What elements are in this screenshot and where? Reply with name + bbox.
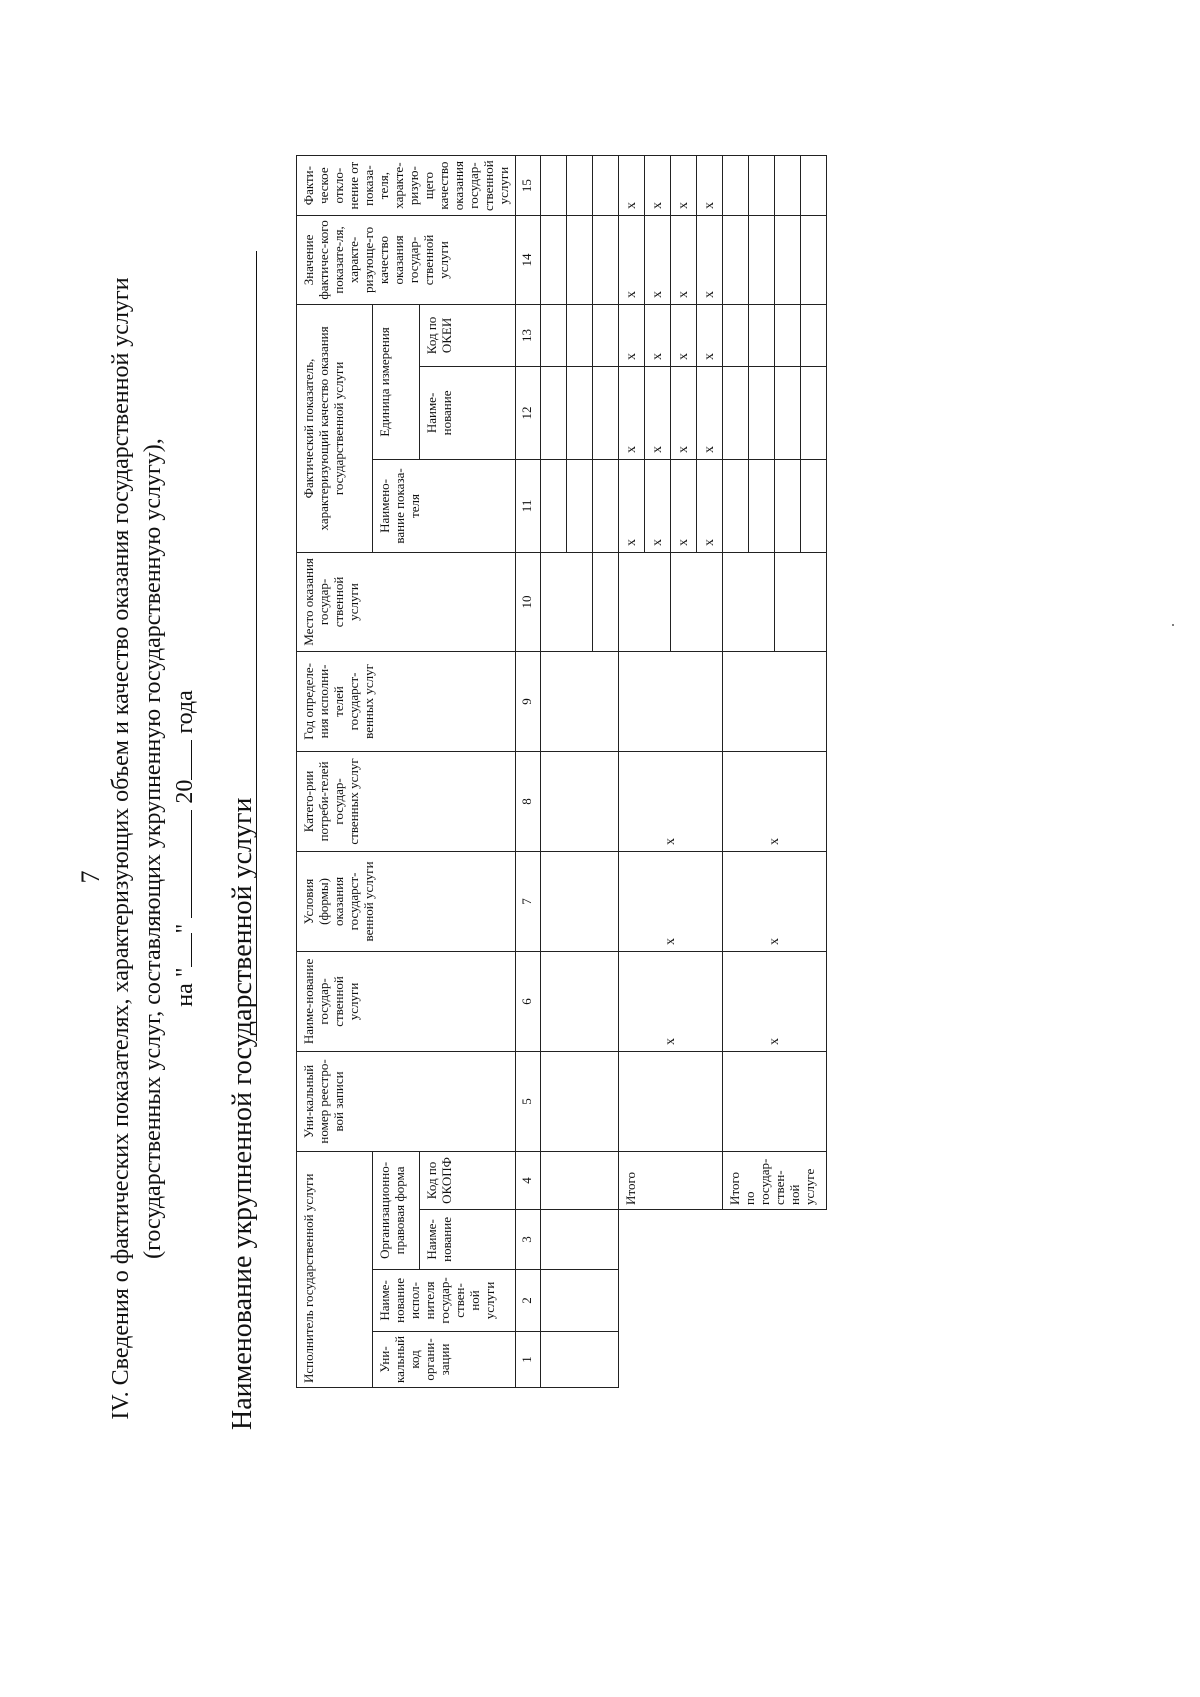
actual-deviation-cell [749, 156, 775, 216]
x-mark: x [671, 215, 697, 304]
column-number: 4 [516, 1151, 541, 1209]
unit-name-cell [723, 366, 749, 459]
year-cell [723, 651, 827, 751]
column-number: 15 [516, 156, 541, 216]
column-number-row [516, 156, 541, 1388]
x-mark: x [697, 304, 723, 366]
registry-number-cell [723, 1051, 827, 1151]
conditions-header: Условия (формы) оказания государст-венной услуги [297, 851, 516, 951]
x-mark: x [645, 156, 671, 216]
actual-indicator-header: Фактический показатель, характеризующий качество оказания государственной услуги [297, 304, 373, 552]
x-mark: x [671, 459, 697, 552]
column-number: 10 [516, 552, 541, 651]
column-number: 1 [516, 1331, 541, 1387]
x-mark: x [619, 215, 645, 304]
okei-code-cell [593, 304, 619, 366]
registry-number-header: Уни-кальный номер реестро-вой записи [297, 1051, 516, 1151]
indicator-name-cell [775, 459, 801, 552]
column-number: 9 [516, 651, 541, 751]
okei-code-header: Код по ОКЕИ [420, 304, 516, 366]
x-mark: x [697, 459, 723, 552]
column-number: 7 [516, 851, 541, 951]
year-suffix: года [172, 690, 198, 734]
date-quote: " [172, 923, 198, 934]
actual-value-cell [723, 215, 749, 304]
page-number: 7 [76, 870, 105, 884]
x-mark: x [671, 366, 697, 459]
registry-number-cell [619, 1051, 723, 1151]
place-cell [541, 552, 593, 651]
okei-code-cell [749, 304, 775, 366]
header-row-1 [297, 156, 373, 1388]
year-cell [541, 651, 619, 751]
year-cell [619, 651, 723, 751]
actual-deviation-cell [801, 156, 827, 216]
column-number: 11 [516, 459, 541, 552]
x-mark: x [645, 459, 671, 552]
actual-value-cell [541, 215, 567, 304]
year-determination-header: Год определе-ния исполни-телей государст-венных услуг [297, 651, 516, 751]
section-title: IV. Сведения о фактических показателях, характеризующих объем и качество оказания государственной услуги [108, 277, 134, 1420]
unit-name-cell [567, 366, 593, 459]
year-blank [191, 740, 192, 780]
empty-area [723, 1209, 827, 1387]
section-subtitle: (государственных услуг, составляющих укрупненную государственную услугу), [140, 438, 166, 1259]
indicator-name-cell [567, 459, 593, 552]
column-number: 2 [516, 1269, 541, 1331]
unit-name-cell [801, 366, 827, 459]
x-mark: x [619, 951, 723, 1051]
report-date-line [170, 0, 200, 1697]
actual-value-cell [567, 215, 593, 304]
x-mark: x [697, 215, 723, 304]
actual-deviation-cell [775, 156, 801, 216]
executor-name-cell [541, 1269, 619, 1331]
x-mark: x [645, 215, 671, 304]
x-mark: x [671, 156, 697, 216]
x-mark: x [671, 304, 697, 366]
okei-code-cell [541, 304, 567, 366]
unit-name-cell [775, 366, 801, 459]
column-number: 3 [516, 1209, 541, 1269]
itogo-service-label: Итого по государ-ствен-ной услуге [723, 1151, 827, 1209]
place-header: Место оказания государ-ственной услуги [297, 552, 516, 651]
x-mark: x [619, 851, 723, 951]
column-number: 13 [516, 304, 541, 366]
conditions-cell [541, 851, 619, 951]
itogo-label: Итого [619, 1151, 723, 1209]
x-mark: x [723, 951, 827, 1051]
executor-name-header: Наиме-нование испол-нителя государ-ствен-ной услуги [373, 1269, 516, 1331]
column-number: 8 [516, 751, 541, 851]
place-cell [593, 552, 619, 651]
x-mark: x [723, 851, 827, 951]
place-cell [723, 552, 775, 651]
place-cell [775, 552, 827, 651]
place-cell [671, 552, 723, 651]
report-table [296, 155, 827, 1388]
indicator-name-cell [801, 459, 827, 552]
column-number: 5 [516, 1051, 541, 1151]
actual-deviation-cell [723, 156, 749, 216]
itogo-service-row [723, 156, 749, 1388]
indicator-name-cell [541, 459, 567, 552]
x-mark: x [697, 366, 723, 459]
consumer-categories-cell [541, 751, 619, 851]
actual-deviation-cell [567, 156, 593, 216]
service-name-blank [256, 251, 257, 1041]
actual-deviation-cell [541, 156, 567, 216]
year-prefix: 20 [172, 779, 198, 804]
unit-name-header: Наиме-нование [420, 366, 516, 459]
unit-header: Единица измерения [373, 304, 420, 459]
actual-value-cell [775, 215, 801, 304]
legal-form-header: Организационно-правовая форма [373, 1151, 420, 1269]
empty-area [619, 1209, 723, 1387]
x-mark: x [697, 156, 723, 216]
consumer-categories-header: Катего-рии потреби-телей государ-ственных услуг [297, 751, 516, 851]
service-name-label: Наименование укрупненной государственной услуги [227, 797, 258, 1430]
actual-deviation-header: Факти-ческое откло-нение от показа-теля, характе-ризую-щего качество оказания государ-ственной услуги [297, 156, 516, 216]
service-name-header: Наиме-нование государ-ственной услуги [297, 951, 516, 1051]
x-mark: x [619, 459, 645, 552]
x-mark: x [619, 366, 645, 459]
scan-speck [1172, 624, 1174, 626]
month-blank [191, 810, 192, 918]
indicator-name-cell [593, 459, 619, 552]
okei-code-cell [567, 304, 593, 366]
x-mark: x [619, 304, 645, 366]
okopf-code-header: Код по ОКОПФ [420, 1151, 516, 1209]
table-row [541, 156, 567, 1388]
legal-form-name-cell [541, 1209, 619, 1269]
actual-value-header: Значение фактичес-кого показате-ля, характе-ризующе-го качество оказания государ-ственной услуги [297, 215, 516, 304]
x-mark: x [619, 751, 723, 851]
executor-header: Исполнитель государственной услуги [297, 1151, 373, 1387]
unit-name-cell [749, 366, 775, 459]
org-code-header: Уни-кальный код органи-зации [373, 1331, 516, 1387]
x-mark: x [645, 366, 671, 459]
actual-value-cell [593, 215, 619, 304]
okei-code-cell [723, 304, 749, 366]
x-mark: x [723, 751, 827, 851]
indicator-name-cell [749, 459, 775, 552]
actual-value-cell [801, 215, 827, 304]
date-prefix: на " [172, 967, 198, 1007]
place-cell [619, 552, 671, 651]
org-code-cell [541, 1331, 619, 1387]
okei-code-cell [801, 304, 827, 366]
registry-number-cell [541, 1051, 619, 1151]
service-name-cell [541, 951, 619, 1051]
legal-form-name-header: Наиме-нование [420, 1209, 516, 1269]
x-mark: x [645, 304, 671, 366]
itogo-row [619, 156, 645, 1388]
unit-name-cell [541, 366, 567, 459]
x-mark: x [619, 156, 645, 216]
indicator-name-cell [723, 459, 749, 552]
actual-value-cell [749, 215, 775, 304]
okopf-code-cell [541, 1151, 619, 1209]
indicator-name-header: Наимено-вание показа-теля [373, 459, 516, 552]
unit-name-cell [593, 366, 619, 459]
column-number: 12 [516, 366, 541, 459]
column-number: 14 [516, 215, 541, 304]
okei-code-cell [775, 304, 801, 366]
actual-deviation-cell [593, 156, 619, 216]
column-number: 6 [516, 951, 541, 1051]
day-blank [191, 933, 192, 967]
